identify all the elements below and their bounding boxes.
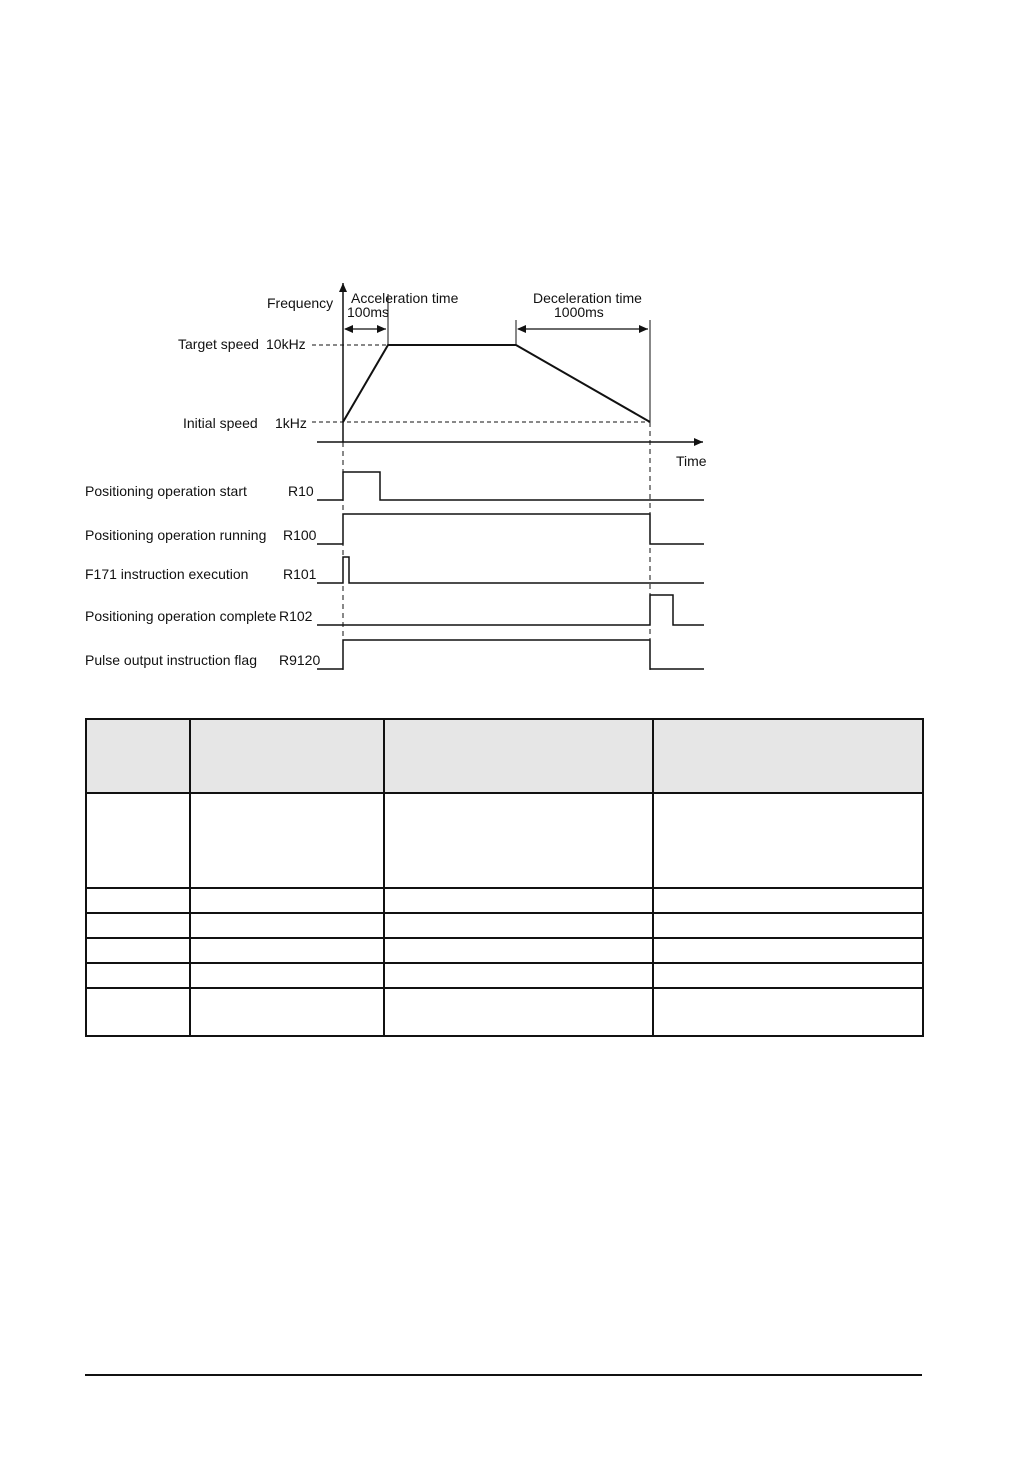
table-cell	[190, 938, 384, 963]
table-cell	[384, 938, 653, 963]
table-cell	[86, 793, 190, 888]
table-row	[86, 938, 923, 963]
signal-relay-r101: R101	[283, 566, 317, 582]
table-cell	[86, 888, 190, 913]
waveform-r102	[317, 595, 704, 625]
table-cell	[86, 913, 190, 938]
table-row	[86, 988, 923, 1036]
timing-diagram	[0, 0, 1033, 700]
table-cell	[653, 793, 923, 888]
table-header-cell	[190, 719, 384, 793]
table-header-cell	[384, 719, 653, 793]
signal-relay-r9120: R9120	[279, 652, 321, 668]
table-cell	[384, 963, 653, 988]
table-cell	[190, 963, 384, 988]
table-row	[86, 793, 923, 888]
accel-time-value: 100ms	[347, 304, 390, 320]
table-row	[86, 888, 923, 913]
table-cell	[190, 793, 384, 888]
settings-table	[85, 718, 924, 1037]
signal-relay-r100: R100	[283, 527, 317, 543]
decel-time-label: Deceleration time	[533, 290, 642, 306]
footer-rule	[85, 1374, 922, 1376]
table-cell	[653, 888, 923, 913]
table-cell	[86, 963, 190, 988]
decel-time-value: 1000ms	[554, 304, 604, 320]
speed-profile	[343, 345, 650, 422]
table-cell	[384, 888, 653, 913]
table-row	[86, 963, 923, 988]
signal-relay-r10: R10	[288, 483, 314, 499]
table-header-row	[86, 719, 923, 793]
table-cell	[190, 913, 384, 938]
signal-name-pulse-flag: Pulse output instruction flag	[85, 652, 257, 668]
table-row	[86, 913, 923, 938]
table-cell	[384, 913, 653, 938]
target-speed-label: Target speed	[178, 336, 259, 352]
table-cell	[384, 793, 653, 888]
table-header-cell	[86, 719, 190, 793]
table-cell	[653, 938, 923, 963]
table-cell	[190, 888, 384, 913]
waveform-r10	[317, 472, 704, 500]
initial-speed-value: 1kHz	[275, 415, 307, 431]
waveform-r101	[317, 557, 704, 583]
table-cell	[190, 988, 384, 1036]
accel-time-label: Acceleration time	[351, 290, 459, 306]
time-axis-label: Time	[676, 453, 707, 469]
waveform-r9120	[317, 640, 704, 669]
frequency-axis-label: Frequency	[267, 295, 334, 311]
target-speed-value: 10kHz	[266, 336, 306, 352]
initial-speed-label: Initial speed	[183, 415, 258, 431]
signal-relay-r102: R102	[279, 608, 313, 624]
signal-name-complete: Positioning operation complete	[85, 608, 277, 624]
signal-name-running: Positioning operation running	[85, 527, 267, 543]
signal-name-f171: F171 instruction execution	[85, 566, 249, 582]
waveform-r100	[317, 514, 704, 544]
table-cell	[653, 988, 923, 1036]
table-cell	[86, 938, 190, 963]
signal-name-start: Positioning operation start	[85, 483, 247, 499]
table-header-cell	[653, 719, 923, 793]
table-cell	[653, 963, 923, 988]
table-cell	[653, 913, 923, 938]
table-cell	[86, 988, 190, 1036]
table-cell	[384, 988, 653, 1036]
